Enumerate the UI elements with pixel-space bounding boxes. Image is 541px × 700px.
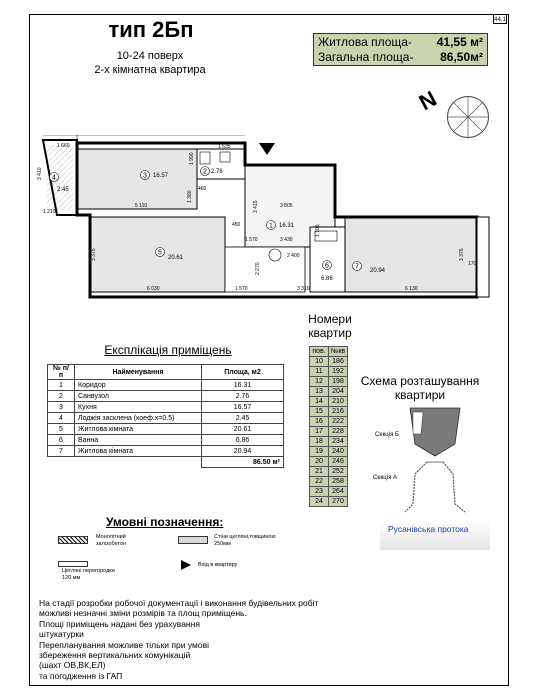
dim-label: 1 105: [315, 224, 321, 237]
explication-total: 86.50 м²: [202, 457, 284, 468]
room-number-cell: 5: [48, 424, 75, 435]
explication-table: [47, 364, 284, 468]
note-line: Перепланування можливе тільки при умові: [39, 639, 209, 650]
note-line: та погодження із ГАП: [39, 670, 123, 681]
svg-text:2: 2: [203, 168, 207, 176]
partition-swatch: [58, 561, 88, 567]
apartment-number-cell: 246: [329, 457, 348, 467]
kitchen-room: [77, 149, 197, 209]
room-area-4: 2.45: [57, 187, 69, 193]
room-number-cell: 3: [48, 402, 75, 413]
note-line: штукатурки: [39, 629, 84, 640]
room-name-cell: Санвузол: [75, 391, 202, 402]
note-line: Площі приміщень надані без урахування: [39, 618, 200, 629]
dim-label: 170: [468, 261, 477, 267]
room-name-cell: Лоджія засклена (коеф.х=0.5): [75, 413, 202, 424]
room-area-7: 20.94: [370, 268, 386, 274]
room-area-cell: 6.86: [202, 435, 284, 446]
room-area-cell: 16.57: [202, 402, 284, 413]
dim-label: 3 310: [297, 286, 310, 292]
floor-cell: 23: [310, 487, 329, 497]
room-area-3: 16.57: [153, 173, 169, 179]
table-row: [48, 413, 284, 424]
svg-text:3: 3: [143, 172, 147, 180]
river-label: Русанівська протока: [388, 524, 469, 534]
table-row: [48, 435, 284, 446]
dim-label: 1 570: [245, 237, 258, 243]
floor-cell: 10: [310, 357, 329, 367]
floor-cell: 19: [310, 447, 329, 457]
svg-text:4: 4: [52, 174, 56, 182]
floor-cell: 14: [310, 397, 329, 407]
note-line: На стадії розробки робочої документації і виконання будівельних робіт: [39, 598, 319, 608]
dim-label: 3 430: [280, 237, 293, 243]
room-area-cell: 20.94: [202, 446, 284, 457]
apartment-number-cell: 258: [329, 477, 348, 487]
room-marker-6: [323, 261, 332, 270]
floor-cell: 18: [310, 437, 329, 447]
concrete-swatch: [58, 536, 88, 544]
note-line: можливі незначні зміни розмірів та площ приміщень.: [39, 608, 247, 619]
legend-entrance: Вхід в квартиру: [198, 562, 238, 568]
room-name-cell: Кухня: [75, 402, 202, 413]
apartment-number-cell: 252: [329, 467, 348, 477]
room-number-cell: 4: [48, 413, 75, 424]
room-area-1: 16.31: [279, 223, 295, 229]
dim-label: 460: [198, 186, 207, 192]
legend-partitions: Цегляні перегородки 120 мм: [62, 568, 115, 581]
dim-label: 3 415: [253, 200, 259, 213]
room-area-2: 2.76: [211, 169, 223, 175]
apartment-numbers-table: [309, 346, 348, 507]
floor-cell: 12: [310, 377, 329, 387]
room-area-cell: 16.31: [202, 380, 284, 391]
room-marker-2: [201, 167, 210, 176]
apartment-number-cell: 192: [329, 367, 348, 377]
dim-label: 6 030: [147, 286, 160, 292]
table-row: [310, 427, 348, 437]
floor-cell: 20: [310, 457, 329, 467]
room-name-cell: Житлова кімната: [75, 446, 202, 457]
room-area-5: 20.61: [168, 255, 184, 261]
table-row: [310, 417, 348, 427]
location-scheme-title: Схема розташування квартири: [360, 374, 480, 402]
apartment-type-title: тип 2Бп: [108, 17, 194, 42]
column-header: Площа, м2: [202, 365, 284, 380]
section-a-shape: [405, 462, 427, 512]
table-row: [310, 457, 348, 467]
column-header: №кв: [329, 347, 348, 357]
living-area-label: Житлова площа-: [318, 35, 412, 49]
apartment-rooms: 2-х кімнатна квартира: [94, 64, 206, 76]
svg-text:7: 7: [355, 263, 359, 271]
room-marker-3: [141, 171, 150, 180]
dim-label: 1 210: [43, 209, 56, 215]
room-area-cell: 2.76: [202, 391, 284, 402]
apartment-number-cell: 210: [329, 397, 348, 407]
svg-text:5: 5: [158, 249, 162, 257]
table-row: [310, 387, 348, 397]
brick-wall-swatch: [178, 536, 208, 544]
table-row: [310, 357, 348, 367]
dim-label: 1 660: [57, 143, 70, 149]
note-line: збереження вертикальних комунікацій: [39, 650, 191, 661]
column-header: № п/п: [48, 365, 75, 380]
table-row: [310, 447, 348, 457]
floor-cell: 17: [310, 427, 329, 437]
table-row: [310, 497, 348, 507]
table-row: [310, 407, 348, 417]
section-b-label: Секція Б: [375, 432, 399, 438]
table-row: [310, 377, 348, 387]
total-area-value: 86,50м²: [440, 50, 483, 64]
living-room-7: [345, 217, 477, 292]
disclaimer-notes: [39, 598, 339, 681]
room-number-cell: 2: [48, 391, 75, 402]
apartment-number-cell: 198: [329, 377, 348, 387]
apartment-number-cell: 228: [329, 427, 348, 437]
table-row: [310, 487, 348, 497]
apartment-number-cell: 204: [329, 387, 348, 397]
room-number-cell: 7: [48, 446, 75, 457]
table-row: [310, 397, 348, 407]
table-row: [48, 446, 284, 457]
sheet-corner-tag: 44.1: [493, 14, 507, 24]
room-marker-1: [267, 221, 276, 230]
floor-cell: 15: [310, 407, 329, 417]
entrance-arrow-icon: [180, 559, 192, 571]
dim-label: 2 270: [255, 262, 261, 275]
table-row: [310, 437, 348, 447]
dim-label: 3 375: [459, 248, 465, 261]
table-row: [48, 380, 284, 391]
dim-label: 1 570: [235, 286, 248, 292]
room-marker-7: [353, 262, 362, 271]
area-summary-box: [313, 33, 488, 66]
room-name-cell: Ванна: [75, 435, 202, 446]
room-marker-4: [50, 173, 59, 182]
compass-rose-icon: [447, 96, 489, 138]
table-row: [48, 424, 284, 435]
dim-label: 2 400: [287, 253, 300, 259]
floor-cell: 11: [310, 367, 329, 377]
legend-concrete: Монолітний залізобетон: [96, 534, 127, 547]
legend-brick-walls: Стіни цеглянi,товщиною 250мм: [214, 534, 276, 547]
table-row: [310, 477, 348, 487]
floors-range: 10-24 поверх: [116, 50, 184, 62]
room-name-cell: Житлова кімната: [75, 424, 202, 435]
column-header: Найменування: [75, 365, 202, 380]
apartment-number-cell: 186: [329, 357, 348, 367]
floor-cell: 21: [310, 467, 329, 477]
room-number-cell: 6: [48, 435, 75, 446]
dim-label: 1 535: [218, 144, 231, 150]
room-area-cell: 2.45: [202, 413, 284, 424]
room-name-cell: Коридор: [75, 380, 202, 391]
floor-cell: 22: [310, 477, 329, 487]
apartment-numbers-title: Номери квартир: [308, 312, 352, 340]
dim-label: 3 805: [280, 203, 293, 209]
dim-label: 6 130: [405, 286, 418, 292]
room-area-6: 6.86: [321, 276, 333, 282]
floor-cell: 24: [310, 497, 329, 507]
north-letter: N: [414, 85, 441, 116]
apartment-number-cell: 216: [329, 407, 348, 417]
note-line: (шахт ОВ,ВК,ЕЛ): [39, 660, 106, 671]
dim-label: 3 375: [91, 248, 97, 261]
dim-label: 450: [232, 222, 241, 228]
apartment-number-cell: 264: [329, 487, 348, 497]
room-area-cell: 20.61: [202, 424, 284, 435]
legend-title: Умовні позначення:: [106, 515, 224, 529]
floor-plan: [35, 135, 495, 310]
room-marker-5: [156, 248, 165, 257]
location-scheme-drawing: [375, 404, 485, 514]
table-row: [310, 367, 348, 377]
section-a-label: Секція А: [373, 475, 397, 481]
dim-label: 3 410: [37, 167, 43, 180]
table-row: [48, 402, 284, 413]
explication-title: Експлікація приміщень: [104, 343, 232, 357]
apartment-number-cell: 240: [329, 447, 348, 457]
svg-text:6: 6: [325, 262, 329, 270]
entrance-arrow-icon: [259, 143, 275, 155]
dim-label: 5 110: [135, 203, 148, 209]
column-header: пов.: [310, 347, 329, 357]
dim-label: 1 990: [189, 152, 195, 165]
svg-text:1: 1: [269, 222, 273, 230]
room-number-cell: 1: [48, 380, 75, 391]
apartment-number-cell: 270: [329, 497, 348, 507]
total-area-label: Загальна площа-: [318, 50, 414, 64]
apartment-number-cell: 234: [329, 437, 348, 447]
table-row: [48, 391, 284, 402]
floor-cell: 16: [310, 417, 329, 427]
floor-cell: 13: [310, 387, 329, 397]
dim-label: 1 380: [187, 190, 193, 203]
table-row: [310, 467, 348, 477]
apartment-number-cell: 222: [329, 417, 348, 427]
living-area-value: 41,55 м²: [436, 35, 483, 49]
